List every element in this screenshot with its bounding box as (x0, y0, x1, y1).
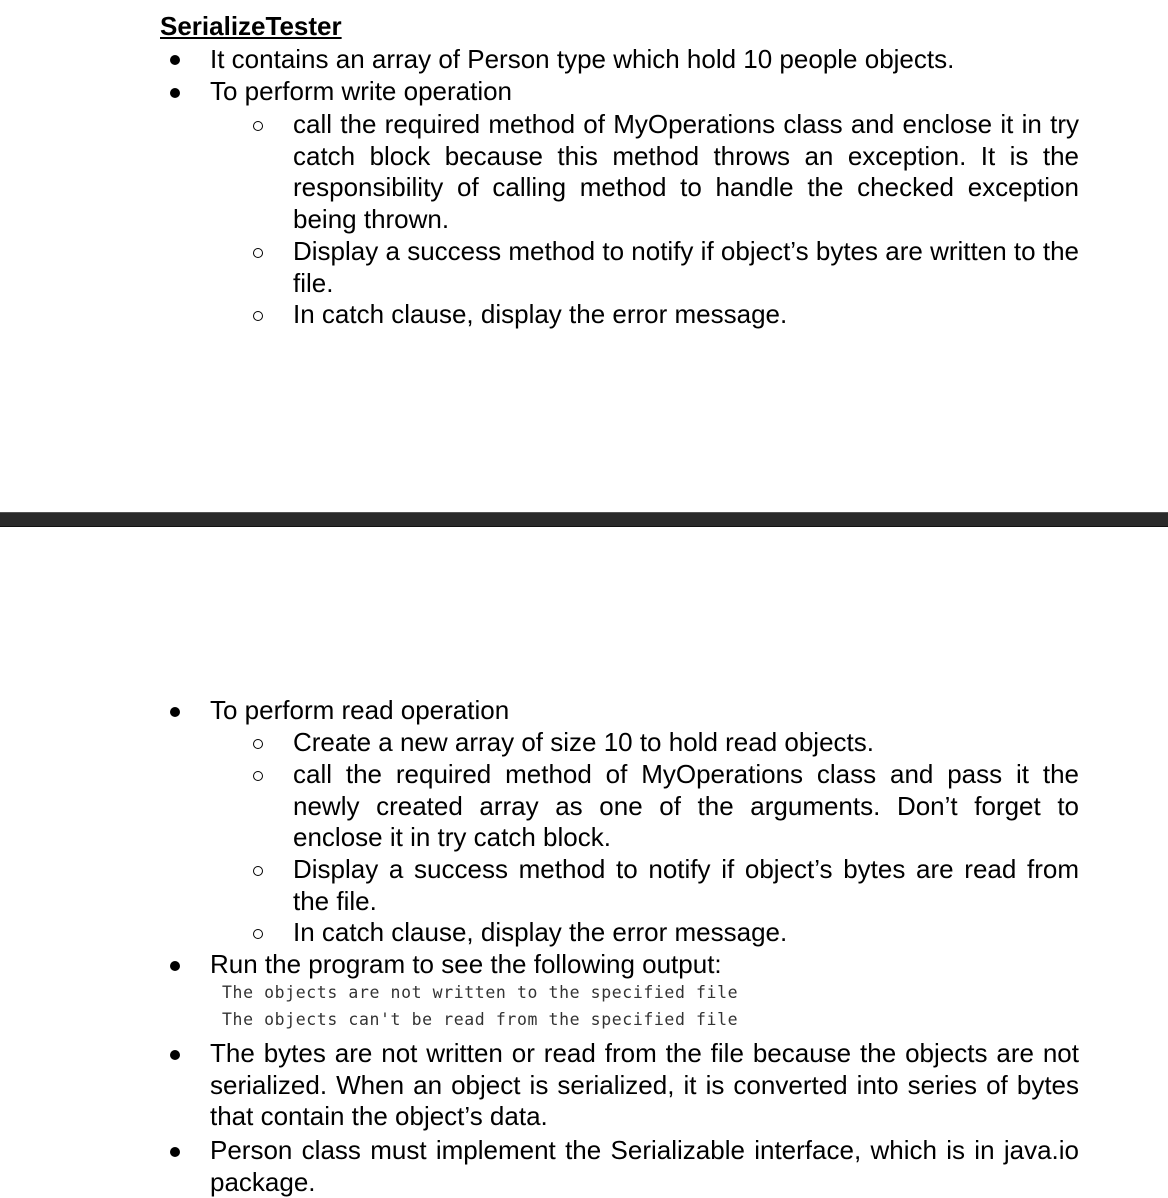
bullet-icon (168, 53, 182, 67)
sub-bullet-icon (252, 310, 266, 324)
console-output-line: The objects can't be read from the specified file (222, 1010, 739, 1029)
sub-bullet-icon (252, 247, 266, 261)
list-item: It contains an array of Person type which hold 10 people objects. (210, 44, 955, 74)
list-item: To perform write operation (210, 76, 513, 106)
page-divider (0, 512, 1168, 527)
bullet-icon (168, 959, 182, 973)
bullet-icon (168, 1145, 182, 1159)
bullet-icon (168, 1048, 182, 1062)
sub-bullet-icon (252, 928, 266, 942)
sub-bullet-icon (252, 865, 266, 879)
console-output-line: The objects are not written to the specified file (222, 983, 739, 1002)
sub-list-item: Display a success method to notify if object’s bytes are written to the file. (293, 236, 1079, 298)
sub-list-item: call the required method of MyOperations class and enclose it in try catch block because this method throws an exception. It is the responsibility of calling method to handle the checked exception being thrown. (293, 109, 1079, 234)
document-page-bottom (0, 527, 1168, 1198)
sub-list-item: In catch clause, display the error message. (293, 917, 788, 947)
document-page-top (0, 0, 1168, 512)
list-item: Run the program to see the following output: (210, 949, 722, 979)
list-item: Person class must implement the Serializable interface, which is in java.io package. (210, 1135, 1079, 1197)
sub-bullet-icon (252, 770, 266, 784)
list-item: The bytes are not written or read from the file because the objects are not serialized. When an object is serialized, it is converted into series of bytes that contain the object’s data. (210, 1038, 1079, 1132)
sub-list-item: call the required method of MyOperations class and pass it the newly created array as one of the arguments. Don’t forget to enclose it in try catch block. (293, 759, 1079, 853)
sub-list-item: In catch clause, display the error message. (293, 299, 788, 329)
sub-list-item: Create a new array of size 10 to hold read objects. (293, 727, 874, 757)
list-item: To perform read operation (210, 695, 510, 725)
sub-list-item: Display a success method to notify if object’s bytes are read from the file. (293, 854, 1079, 916)
bullet-icon (168, 705, 182, 719)
section-heading: SerializeTester (160, 11, 342, 41)
sub-bullet-icon (252, 738, 266, 752)
sub-bullet-icon (252, 120, 266, 134)
bullet-icon (168, 86, 182, 100)
